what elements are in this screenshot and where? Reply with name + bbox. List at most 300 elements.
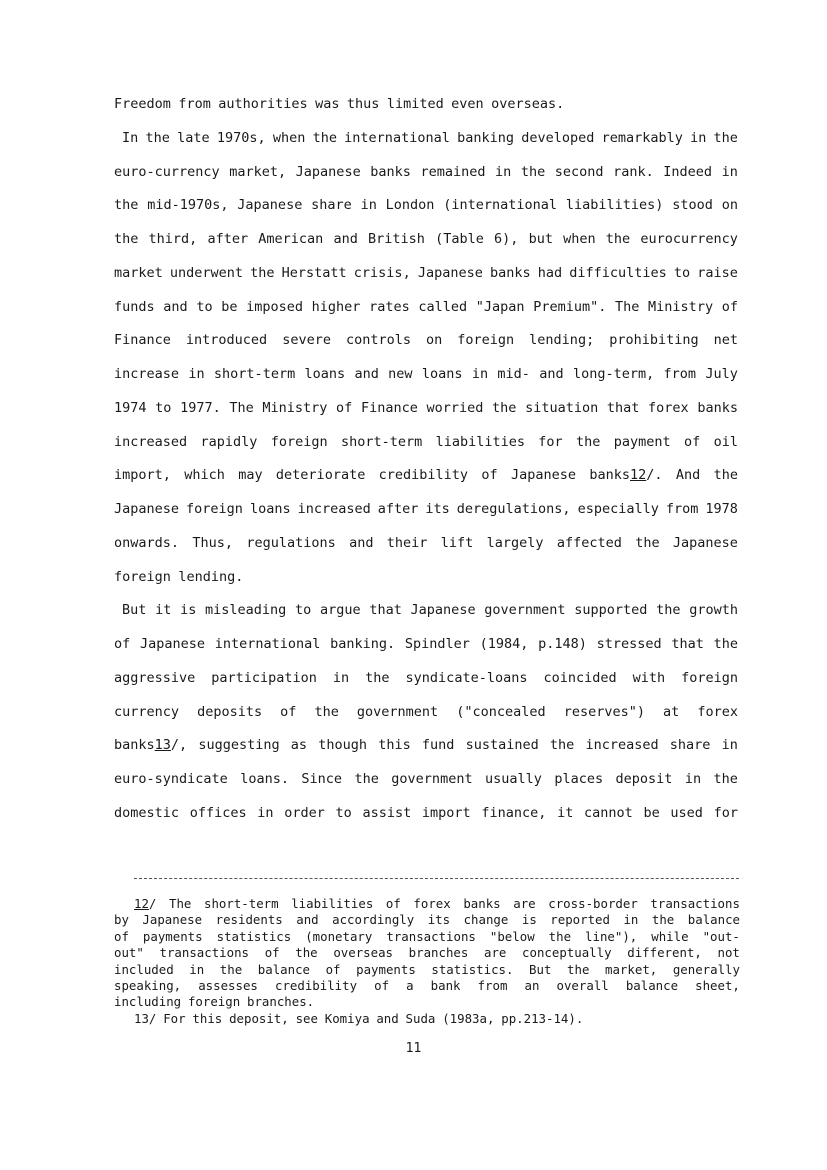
word: market,	[229, 163, 287, 180]
word: the	[219, 961, 243, 977]
word: may	[238, 467, 263, 484]
word: change	[463, 912, 509, 928]
word: transactions	[159, 945, 250, 961]
word: rates	[369, 298, 410, 315]
text-line	[114, 527, 738, 561]
word: loans	[249, 501, 291, 517]
word: worried	[426, 399, 484, 416]
word: July	[705, 366, 738, 382]
word: short-term	[204, 896, 279, 911]
word: Japanese	[142, 912, 203, 928]
word: of	[280, 703, 297, 720]
word: had	[537, 264, 563, 281]
text-line	[114, 628, 738, 662]
word: assist	[362, 804, 412, 821]
word: that	[369, 602, 402, 619]
word: line"),	[585, 928, 638, 944]
word: aggressive	[114, 669, 196, 686]
word: be	[221, 298, 238, 315]
footnotes	[114, 896, 740, 1027]
word: loans	[421, 366, 463, 382]
word: see	[295, 1010, 318, 1026]
word: increased	[585, 737, 659, 754]
word: out"	[114, 945, 144, 961]
word: called	[418, 298, 468, 315]
word: increased	[297, 501, 371, 517]
word: lift	[440, 534, 474, 551]
word: liabilities	[435, 433, 525, 450]
word: when	[563, 231, 596, 247]
word: it	[557, 804, 574, 821]
footnote-line	[114, 962, 740, 978]
word: euro-currency	[114, 163, 220, 180]
word: Ministry	[262, 399, 328, 416]
word: "out-	[702, 928, 740, 944]
word: its	[425, 501, 450, 517]
word: pp.213-14).	[501, 1010, 584, 1026]
word: Japanese	[237, 197, 303, 214]
footnote	[114, 896, 740, 1011]
word: of	[481, 467, 498, 484]
text-line	[114, 88, 738, 122]
word: international	[214, 636, 321, 652]
word: situation	[525, 399, 599, 416]
word: at	[663, 703, 680, 720]
word: (1983a,	[442, 1010, 495, 1026]
word: conceptually	[522, 945, 612, 961]
word: overseas.	[491, 96, 565, 112]
word: of	[721, 298, 738, 315]
word: banks	[489, 264, 531, 281]
word: forex	[697, 703, 738, 720]
word: to	[196, 298, 213, 315]
word: that	[606, 399, 640, 416]
word: an	[524, 977, 540, 993]
word: in	[332, 669, 350, 686]
word: of	[336, 399, 353, 416]
word: introduced	[185, 332, 268, 349]
word: order	[284, 804, 325, 821]
word: ("concealed	[456, 703, 546, 720]
word: Premium".	[533, 298, 607, 315]
word: underwent	[169, 264, 244, 281]
word: 1978	[705, 501, 738, 517]
word: as	[290, 737, 308, 754]
word: limited	[386, 96, 444, 112]
word: to	[155, 399, 172, 416]
word: share	[669, 737, 711, 754]
word: third,	[148, 231, 198, 247]
word: The	[615, 298, 640, 315]
word: Japanese	[410, 602, 476, 619]
word: market	[114, 264, 163, 281]
word: and	[539, 366, 564, 382]
word: forex	[413, 896, 451, 911]
word: controls	[345, 332, 411, 349]
word: and	[163, 298, 188, 315]
word: transactions	[650, 896, 740, 911]
word: are	[484, 945, 507, 961]
word: a	[406, 977, 414, 993]
word: for	[713, 804, 738, 821]
word: is	[180, 602, 197, 619]
word: used	[670, 804, 703, 821]
word: when	[272, 129, 306, 146]
word: sheet,	[695, 977, 740, 993]
word: for	[538, 433, 563, 450]
word: stood	[672, 197, 713, 214]
word: by	[114, 912, 129, 928]
word: prohibiting	[609, 332, 699, 349]
word: in	[623, 912, 639, 928]
word: the	[314, 703, 339, 720]
word: from	[665, 501, 699, 517]
word: that	[671, 636, 704, 652]
word: included	[114, 961, 174, 977]
word: this	[378, 737, 411, 754]
word: and	[349, 534, 374, 551]
word: the	[713, 771, 738, 787]
word: banks	[697, 399, 738, 416]
word: the	[567, 961, 590, 977]
word: Herstatt	[281, 264, 347, 281]
word: growth	[689, 602, 738, 619]
word: The	[229, 399, 254, 416]
word: with	[632, 669, 666, 686]
footnote-line	[114, 978, 740, 994]
word: deposits	[197, 703, 263, 720]
word: in	[684, 771, 702, 787]
word: rank.	[613, 163, 654, 180]
word: loans	[304, 366, 346, 382]
word: lending;	[529, 332, 595, 349]
word: in	[721, 737, 738, 754]
footnote-line	[114, 896, 740, 912]
word: from	[663, 366, 697, 382]
word: 1974	[114, 399, 147, 416]
word: of	[385, 896, 401, 911]
word: the	[295, 945, 318, 961]
text-line	[114, 426, 738, 460]
footnote-line	[114, 994, 740, 1010]
word: after	[377, 501, 419, 517]
word: market,	[605, 961, 658, 977]
word: rapidly	[200, 433, 258, 450]
word: the	[605, 231, 631, 247]
word: thus	[346, 96, 380, 112]
word: participation	[211, 669, 317, 686]
word: suggesting	[198, 737, 280, 754]
word: the	[365, 669, 390, 686]
word: balance	[625, 977, 679, 993]
word: from	[477, 977, 508, 993]
word: payments	[142, 928, 203, 944]
word: the	[635, 534, 660, 551]
word: payment	[613, 433, 671, 450]
word: 6),	[494, 231, 519, 247]
word: domestic	[114, 804, 180, 821]
word: in	[721, 163, 738, 180]
word: forex	[648, 399, 689, 416]
word: international	[344, 129, 450, 146]
word: misleading	[205, 602, 287, 619]
word: banks	[463, 896, 501, 911]
word: of	[264, 945, 280, 961]
word: mid-	[497, 366, 530, 382]
word: which	[184, 467, 225, 484]
word: And	[675, 467, 701, 484]
word: remained	[420, 163, 486, 180]
word: share	[311, 197, 352, 214]
word: the	[250, 264, 275, 281]
word: funds	[114, 298, 155, 315]
word: oil	[713, 433, 738, 450]
word: speaking,	[114, 977, 182, 993]
word: Komiya	[324, 1010, 370, 1026]
word: the	[145, 129, 170, 146]
word: net	[713, 332, 738, 349]
word: (Table	[435, 231, 484, 247]
word: are	[513, 896, 536, 911]
word: short-term	[213, 366, 296, 382]
word: residents	[215, 912, 283, 928]
word: Finance	[360, 399, 418, 416]
word: was	[315, 96, 340, 112]
word: 1977.	[180, 399, 221, 416]
text-line	[114, 493, 738, 527]
word: Thus,	[192, 534, 233, 551]
word: usually	[485, 771, 542, 787]
word: 12/	[134, 896, 157, 911]
text-line	[114, 594, 738, 628]
word: government	[356, 703, 439, 720]
word: offices	[189, 804, 247, 821]
word: of	[683, 433, 701, 450]
footnote-line	[114, 1011, 740, 1027]
word: coincided	[543, 669, 617, 686]
word: is	[521, 912, 537, 928]
word: different,	[627, 945, 702, 961]
word: the	[492, 399, 517, 416]
text-line	[114, 156, 738, 190]
word: cross-border	[548, 896, 638, 911]
word: of	[114, 928, 129, 944]
word: even	[451, 96, 484, 112]
word: the	[576, 433, 601, 450]
word: in	[495, 163, 512, 180]
text-line	[114, 797, 738, 831]
word: onwards.	[114, 534, 180, 551]
word: while	[651, 928, 689, 944]
word: liabilities)	[565, 197, 664, 214]
word: to	[295, 602, 312, 619]
word: and	[376, 1010, 399, 1026]
footnote-reference: 13	[154, 737, 171, 754]
text-line	[114, 696, 738, 730]
word: Spindler	[404, 636, 470, 652]
footnote-line	[114, 912, 740, 928]
word: the	[354, 771, 379, 787]
word: statistics	[216, 928, 292, 944]
word: deregulations,	[456, 501, 571, 517]
word: deteriorate	[275, 467, 366, 484]
word: late	[177, 129, 210, 146]
word: on	[721, 197, 738, 214]
word: overseas	[333, 945, 393, 961]
text-line	[114, 324, 738, 358]
word: "Japan	[475, 298, 525, 315]
word: import	[421, 804, 471, 821]
word: their	[386, 534, 428, 551]
word: branches	[408, 945, 469, 961]
word: especially	[577, 501, 659, 517]
word: banks	[370, 163, 411, 180]
word: remarkably	[601, 129, 683, 146]
word: stressed	[596, 636, 662, 652]
word: severe	[282, 332, 331, 349]
word: statistics.	[431, 961, 514, 977]
word: loans.	[240, 771, 289, 787]
footnote-line	[114, 929, 740, 945]
text-line	[114, 257, 738, 291]
word: it	[155, 602, 172, 619]
word: import,	[114, 467, 171, 484]
word: crisis,	[353, 264, 411, 281]
word: authorities	[218, 96, 308, 112]
word: increase	[114, 366, 180, 382]
text-line	[114, 729, 738, 763]
word: lending.	[178, 568, 244, 585]
word: not	[717, 945, 740, 961]
word: (monetary	[305, 928, 373, 944]
word: its	[427, 912, 451, 928]
word: Japanese	[510, 467, 577, 484]
text-line	[114, 358, 738, 392]
word: and	[296, 912, 319, 928]
word: raise	[697, 264, 738, 281]
word: reported	[550, 912, 610, 928]
page-number: 11	[405, 1041, 422, 1056]
word: the	[520, 163, 546, 180]
text-line	[114, 223, 738, 257]
word: banking	[457, 129, 514, 146]
text-line	[114, 189, 738, 223]
word: Japanese	[417, 264, 483, 281]
footnote-reference: 12	[134, 896, 149, 911]
word: In	[122, 129, 139, 146]
word: But	[529, 961, 552, 977]
body-text	[114, 88, 738, 831]
word: Indeed	[663, 163, 713, 180]
word: syndicate-loans	[405, 669, 528, 686]
word: Japanese	[114, 501, 180, 517]
word: deposit,	[229, 1010, 289, 1026]
word: banks13/,	[114, 737, 188, 754]
word: foreign	[187, 994, 241, 1010]
word: British	[368, 231, 425, 247]
word: in	[257, 804, 274, 821]
paragraph	[114, 594, 738, 830]
footnote-separator	[134, 878, 739, 879]
word: Since	[301, 771, 343, 787]
word: developed	[521, 129, 595, 146]
word: long-term,	[572, 366, 655, 382]
word: foreign	[457, 332, 515, 349]
word: Suda	[405, 1010, 436, 1026]
word: banks12/.	[589, 467, 663, 484]
word: credibility	[274, 977, 358, 993]
word: balance	[257, 961, 310, 977]
word: places	[554, 771, 604, 787]
word: the	[549, 737, 575, 754]
footnote-line	[114, 945, 740, 961]
word: mid-1970s,	[147, 197, 229, 214]
word: the	[114, 197, 139, 214]
word: the	[312, 129, 337, 146]
word: foreign	[186, 501, 243, 517]
word: assesses	[198, 977, 258, 993]
word: to	[335, 804, 352, 821]
word: balance	[687, 912, 740, 928]
word: affected	[556, 534, 622, 551]
word: the	[713, 467, 738, 484]
word: government	[484, 602, 566, 619]
word: foreign	[270, 433, 328, 450]
word: (1984,	[479, 636, 529, 652]
word: of	[325, 961, 341, 977]
text-line	[114, 291, 738, 325]
word: (international	[443, 197, 558, 214]
word: of	[374, 977, 390, 993]
word: foreign	[681, 669, 738, 686]
word: credibility	[378, 467, 469, 484]
word: liabilities	[291, 896, 374, 911]
word: in	[690, 129, 707, 146]
word: in	[471, 366, 489, 382]
word: For	[163, 1010, 186, 1026]
word: p.148)	[538, 636, 587, 652]
word: increased	[114, 433, 188, 450]
word: finance,	[481, 804, 547, 821]
word: higher	[311, 298, 361, 315]
word: after	[207, 231, 249, 247]
word: short-term	[340, 433, 423, 450]
word: the	[651, 912, 675, 928]
word: largely	[486, 534, 544, 551]
text-line	[114, 459, 738, 493]
word: the	[713, 636, 738, 652]
word: bank	[430, 977, 461, 993]
word: overall	[556, 977, 609, 993]
word: Japanese	[295, 163, 361, 180]
paragraph	[114, 88, 738, 122]
paragraph	[114, 122, 738, 595]
text-line	[114, 662, 738, 696]
footnote-reference: 12	[629, 467, 647, 484]
word: in	[189, 961, 205, 977]
word: Japanese	[672, 534, 738, 551]
word: and	[354, 366, 379, 382]
word: But	[122, 602, 147, 619]
word: imposed	[246, 298, 304, 315]
word: 1970s,	[216, 129, 266, 146]
word: the	[656, 602, 681, 619]
word: transactions	[386, 928, 476, 944]
word: accordingly	[332, 912, 415, 928]
word: supported	[574, 602, 648, 619]
word: Japanese	[139, 636, 206, 652]
word: the	[548, 928, 572, 944]
